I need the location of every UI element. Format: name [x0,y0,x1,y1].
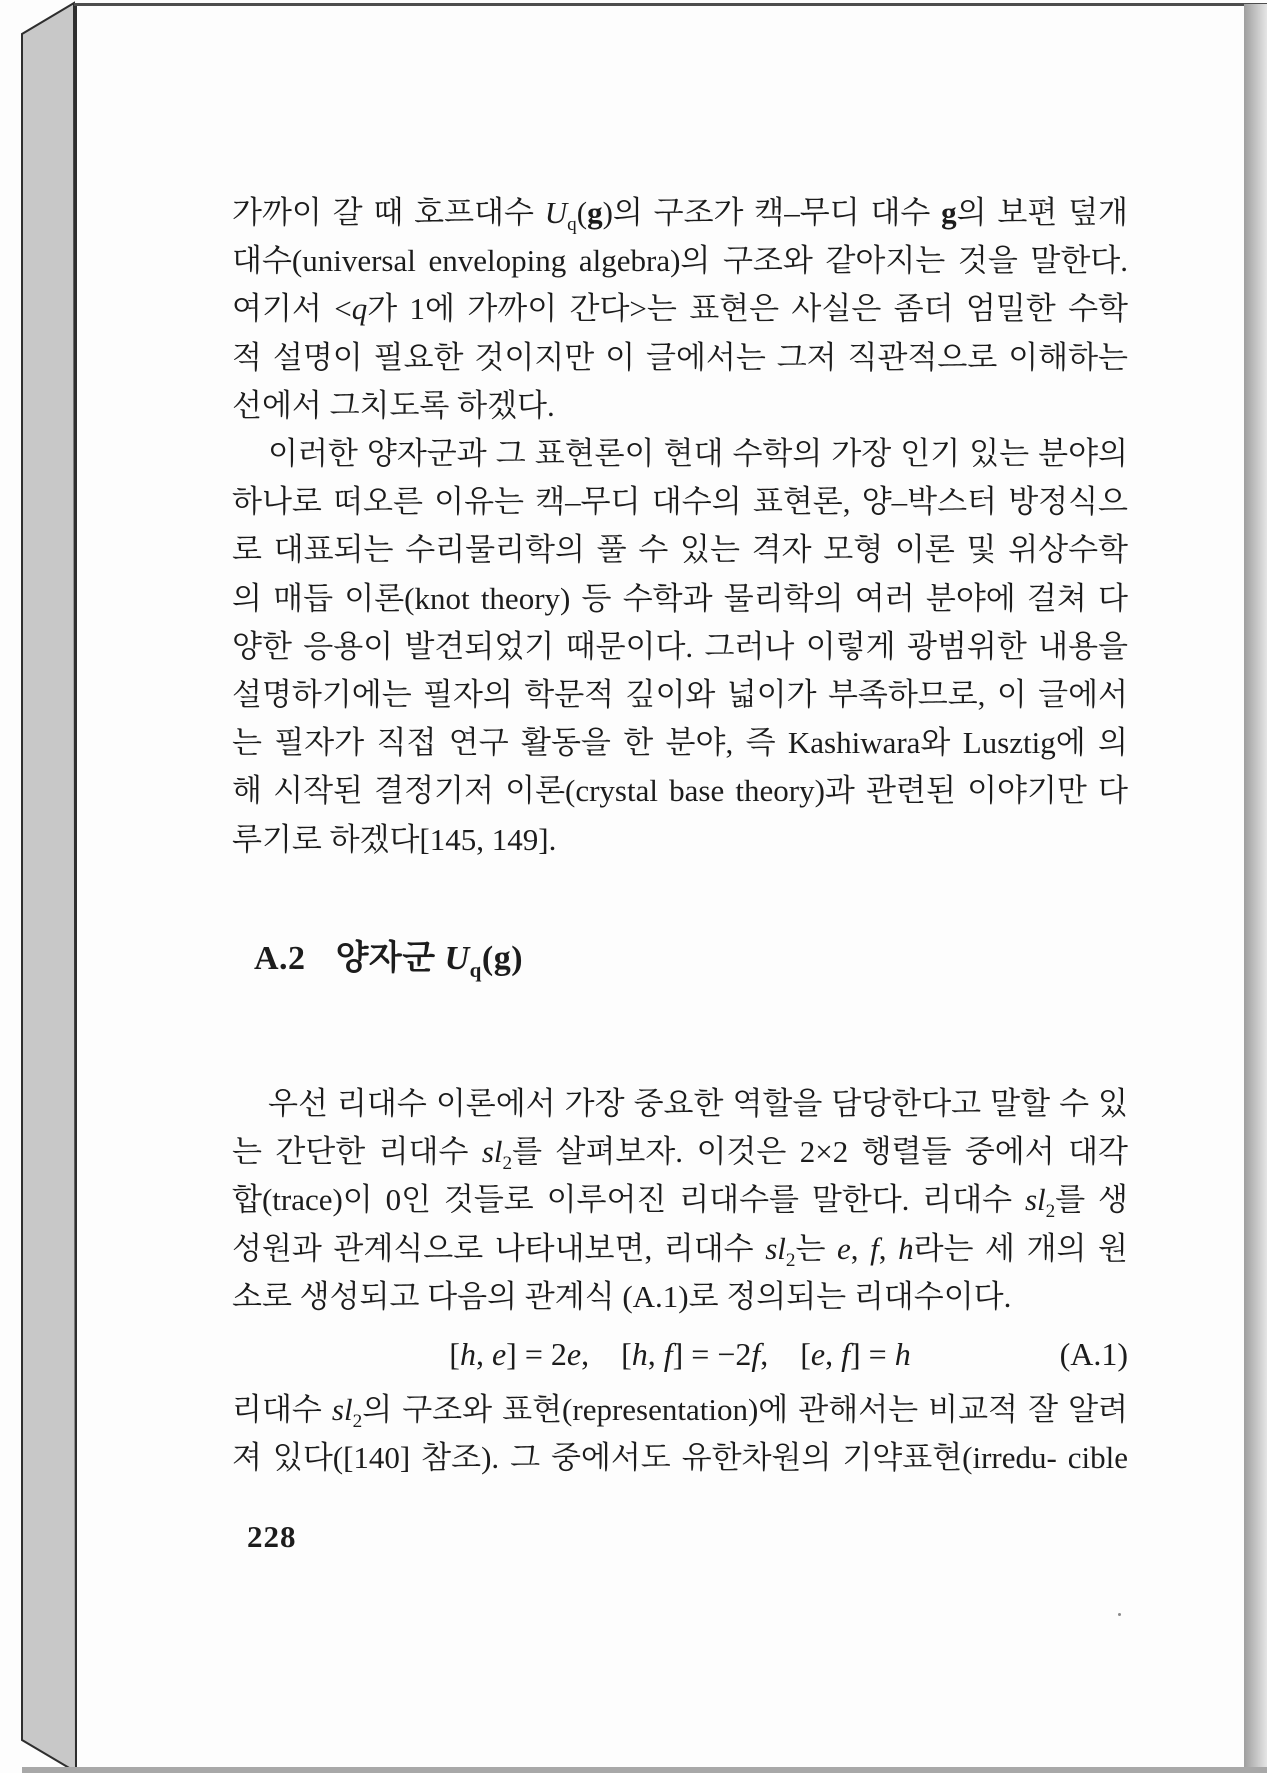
text-line: 합(trace)이 0인 것들로 이루어진 리대수를 말한다. 리대수 $sl_2$를 생 [232,1182,1128,1223]
text-line: 설명하기에는 필자의 학문적 깊이와 넓이가 부족하므로, 이 글에서 [232,677,1128,713]
text-line: 양한 응용이 발견되었기 때문이다. 그러나 이렇게 광범위한 내용을 [232,628,1128,664]
scan-speck [1118,1613,1121,1616]
text-line: 는 간단한 리대수 $sl_2$를 살펴보자. 이것은 2×2 행렬들 중에서 대각 [232,1134,1128,1175]
text-line: 루기로 하겠다[145, 149]. [232,821,557,857]
text-column [232,189,1128,1482]
text-line: 적 설명이 필요한 것이지만 이 글에서는 그저 직관적으로 이해하는 [232,339,1128,375]
equation-tag: (A.1) [1059,1336,1128,1373]
text-line: 대수(universal enveloping algebra)의 구조와 같아지는 것을 말한다. [232,243,1128,279]
text-line: 로 대표되는 수리물리학의 풀 수 있는 격자 모형 이론 및 위상수학 [232,532,1128,568]
text-line: 소로 생성되고 다음의 관계식 (A.1)로 정의되는 리대수이다. [232,1278,1012,1314]
section-heading [232,935,1128,983]
text-line: 의 매듭 이론(knot theory) 등 수학과 물리학의 여러 분야에 걸쳐 다 [232,580,1128,616]
text-line: 하나로 떠오른 이유는 캑–무디 대수의 표현론, 양–박스터 방정식으 [232,484,1128,520]
equation [232,1330,1128,1379]
page-right-shade [1244,4,1267,1769]
text-line: 선에서 그치도록 하겠다. [232,387,555,423]
text-line: 해 시작된 결정기저 이론(crystal base theory)과 관련된 이야기만 다 [232,773,1128,809]
section-number: A.2 [254,939,306,977]
text-line: 이러한 양자군과 그 표현론이 현대 수학의 가장 인기 있는 분야의 [268,436,1128,472]
text-line: 가까이 갈 때 호프대수 $U_q(g)$의 구조가 캑–무디 대수 g의 보편 덮개 [232,195,1129,236]
text-line: 리대수 $sl_2$의 구조와 표현(representation)에 관해서는 비교적 잘 알려 [232,1392,1128,1433]
text-line: 는 필자가 직접 연구 활동을 한 분야, 즉 Kashiwara와 Lusztig에 의 [232,725,1128,761]
text-line: 우선 리대수 이론에서 가장 중요한 역할을 담당한다고 말할 수 있 [268,1086,1128,1122]
book-spine [22,3,76,1772]
page-number: 228 [247,1519,297,1554]
text-line: 져 있다([140] 참조). 그 중에서도 유한차원의 기약표현(irredu- cible [232,1440,1128,1476]
equation-body: [h, e] = 2e, [h, f] = −2f, [e, f] = h [449,1336,911,1373]
text-line: 성원과 관계식으로 나타내보면, 리대수 $sl_2$는 e, f, h라는 세 개의 원 [232,1230,1128,1271]
text-line: 여기서 <q가 1에 가까이 간다>는 표현은 사실은 좀더 엄밀한 수학 [232,291,1128,327]
section-title: 양자군 $U_q(g)$ [335,939,524,982]
page [75,3,1244,1769]
